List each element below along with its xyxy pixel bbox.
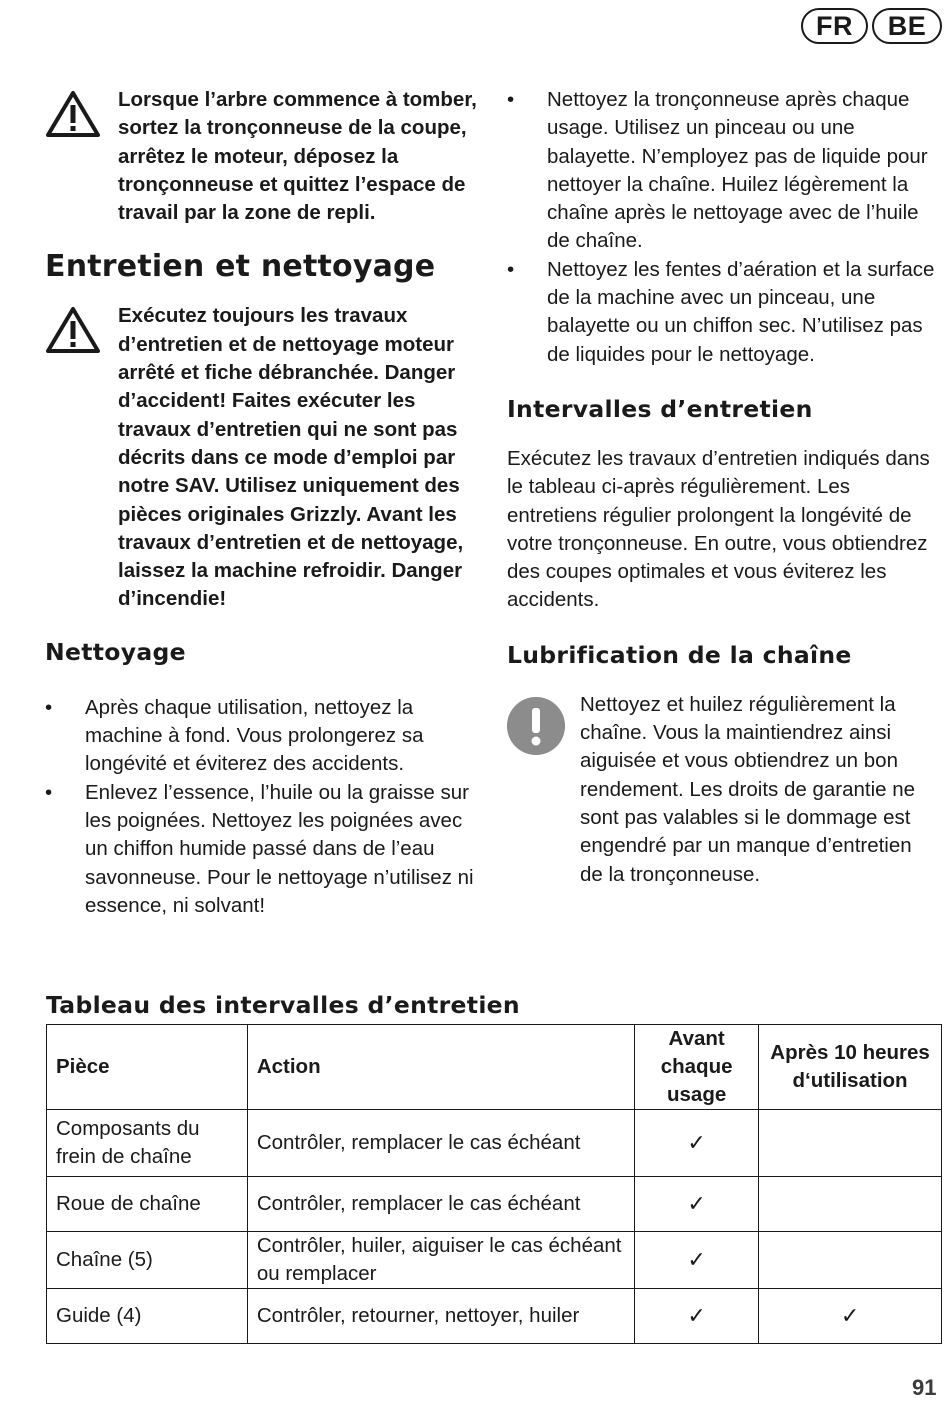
table-cell-action: Contrôler, huiler, aiguiser le cas échéant ou remplacer [247, 1232, 634, 1289]
section-heading-intervals: Intervalles d’entretien [507, 394, 813, 423]
column-header-action: Action [247, 1025, 634, 1110]
info-exclamation-icon [507, 697, 565, 755]
check-mark-icon: ✓ [635, 1177, 759, 1232]
section-heading-lubrication: Lubrification de la chaîne [507, 640, 852, 669]
language-badge-fr: FR [801, 8, 868, 44]
tree-fall-warning [45, 86, 485, 227]
table-cell-action: Contrôler, retourner, nettoyer, huiler [247, 1289, 634, 1344]
table-cell-empty [759, 1232, 942, 1289]
language-badge-be: BE [872, 8, 942, 44]
cleaning-list-continued [507, 86, 939, 369]
column-header-part: Pièce [47, 1025, 248, 1110]
check-mark-icon: ✓ [635, 1110, 759, 1177]
page-number: 91 [912, 1375, 937, 1400]
right-column [507, 86, 939, 889]
list-item: • Nettoyez les fentes d’aération et la surface de la machine avec un pinceau, une balayette ou un chiffon sec. N’utilisez pas de liquides pour le nettoyage. [507, 256, 939, 369]
table-row [47, 1177, 942, 1232]
lubrication-note [507, 691, 939, 889]
list-item: • Après chaque utilisation, nettoyez la machine à fond. Vous prolongerez sa longévité et éviterez des accidents. [45, 694, 485, 779]
warning-text: Lorsque l’arbre commence à tomber, sortez la tronçonneuse de la coupe, arrêtez le moteur, déposez la tronçonneuse et quittez l’espace de travail par la zone de repli. [118, 88, 477, 225]
column-header-after-10h: Après 10 heures d‘utilisation [759, 1025, 942, 1110]
table-row [47, 1110, 942, 1177]
section-heading-cleaning: Nettoyage [45, 637, 186, 666]
table-cell-part: Guide (4) [47, 1289, 248, 1344]
check-mark-icon: ✓ [635, 1289, 759, 1344]
list-item: • Nettoyez la tronçonneuse après chaque usage. Utilisez un pinceau ou une balayette. N’employez pas de liquide pour nettoyer la chaîne. Huilez légèrement la chaîne après le nettoyage avec de l’huile de chaîne. [507, 86, 939, 256]
list-item: • Enlevez l’essence, l’huile ou la graisse sur les poignées. Nettoyez les poignées avec un chiffon humide passé dans de l’eau savonneuse. Pour le nettoyage n’utilisez ni essence, ni solvant! [45, 779, 485, 920]
cleaning-list [45, 694, 485, 920]
check-mark-icon: ✓ [635, 1232, 759, 1289]
table-title: Tableau des intervalles d’entretien [46, 991, 520, 1019]
check-mark-icon: ✓ [759, 1289, 942, 1344]
column-header-before-use: Avant chaque usage [635, 1025, 759, 1110]
left-column [45, 86, 485, 920]
note-text: Nettoyez et huilez régulièrement la chaîne. Vous la maintiendrez ainsi aiguisée et vous obtiendrez un bon rendement. Les droits de garantie ne sont pas valables si le dommage est engendré par un manque d’entretien de la tronçonneuse. [580, 692, 916, 886]
table-header-row [47, 1025, 942, 1110]
maintenance-intervals-table [46, 1024, 942, 1344]
maintenance-warning [45, 302, 485, 613]
table-row [47, 1289, 942, 1344]
intervals-text: Exécutez les travaux d’entretien indiqués dans le tableau ci-après régulièrement. Les entretiens régulier prolongent la longévité de votre tronçonneuse. En outre, vous obtiendrez des coupes optimales et vous éviterez les accidents. [507, 446, 930, 612]
table-cell-part: Chaîne (5) [47, 1232, 248, 1289]
section-heading-maintenance: Entretien et nettoyage [45, 249, 436, 285]
table-cell-part: Roue de chaîne [47, 1177, 248, 1232]
table-cell-empty [759, 1110, 942, 1177]
table-cell-empty [759, 1177, 942, 1232]
warning-triangle-icon [45, 90, 101, 138]
table-cell-part: Composants du frein de chaîne [47, 1110, 248, 1177]
warning-triangle-icon [45, 306, 101, 354]
table-cell-action: Contrôler, remplacer le cas échéant [247, 1110, 634, 1177]
warning-text: Exécutez toujours les travaux d’entretien et de nettoyage moteur arrêté et fiche débranchée. Danger d’accident! Faites exécuter les travaux d’entretien qui ne sont pas décrits dans ce mode d’emploi par notre SAV. Utilisez uniquement des pièces originales Grizzly. Avant les travaux d’entretien et de nettoyage, laissez la machine refroidir. Danger d’incendie! [118, 304, 464, 611]
table-cell-action: Contrôler, remplacer le cas échéant [247, 1177, 634, 1232]
table-row [47, 1232, 942, 1289]
